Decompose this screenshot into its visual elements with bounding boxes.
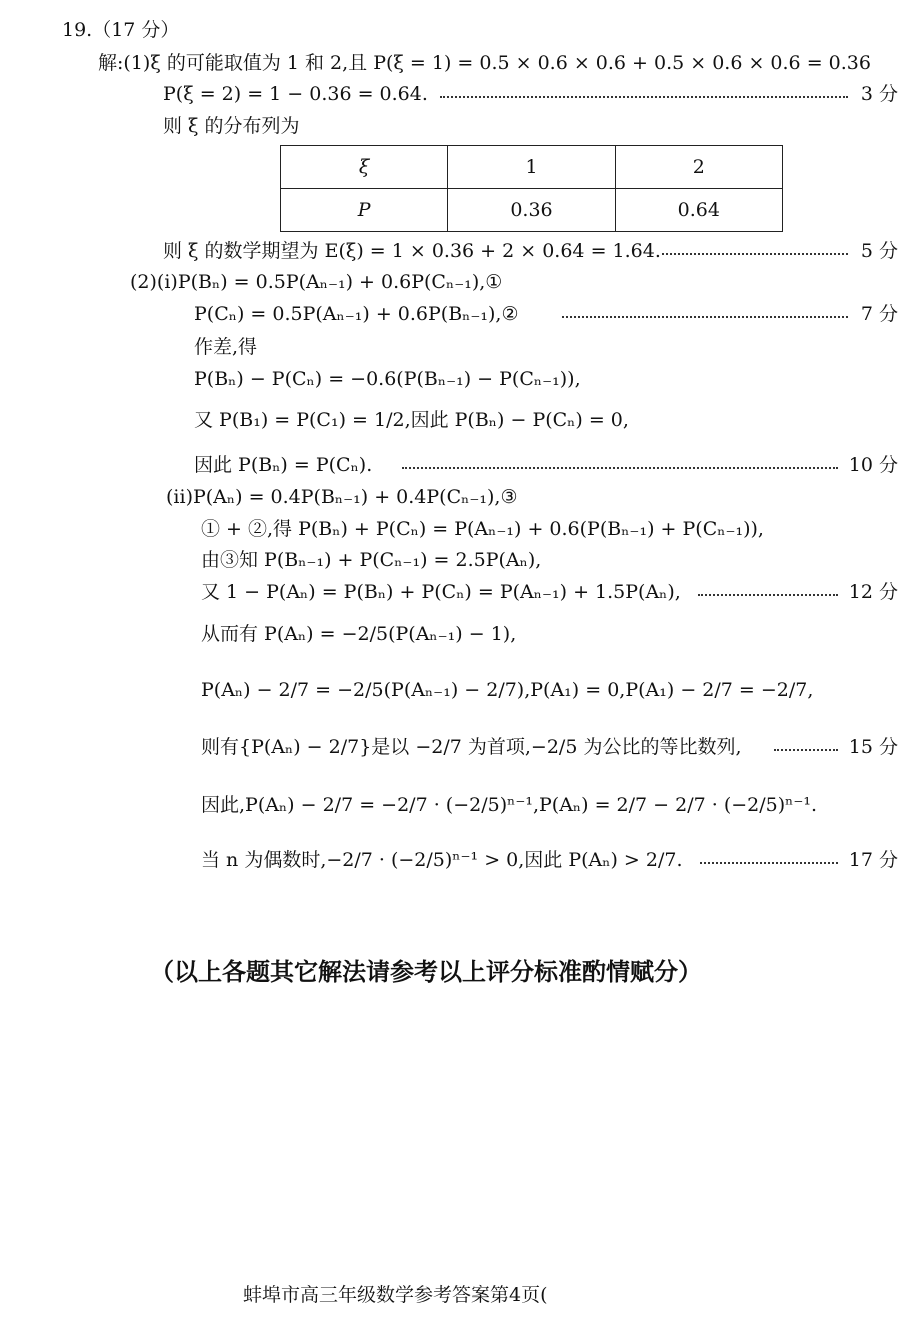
grading-footnote: （以上各题其它解法请参考以上评分标准酌情赋分）	[150, 958, 702, 986]
solution-line-9: 又 P(B₁) = P(C₁) = 1/2,因此 P(Bₙ) − P(Cₙ) = 0,	[194, 409, 629, 431]
leader-dots	[774, 747, 838, 751]
solution-line-12: ① + ②,得 P(Bₙ) + P(Cₙ) = P(Aₙ₋₁) + 0.6(P(Bₙ₋₁) + P(Cₙ₋₁)),	[201, 518, 764, 540]
solution-line-18: 因此,P(Aₙ) − 2/7 = −2/7 · (−2/5)ⁿ⁻¹,P(Aₙ) = 2/7 − 2/7 · (−2/5)ⁿ⁻¹.	[201, 794, 818, 816]
leader-dots	[562, 314, 848, 318]
problem-number	[62, 16, 179, 44]
table-cell: 0.36	[448, 189, 615, 232]
solution-line-7: 作差,得	[194, 336, 258, 358]
table-cell: 2	[615, 146, 782, 189]
table-cell: 0.64	[615, 189, 782, 232]
table-cell: 1	[448, 146, 615, 189]
solution-line-4: 则 ξ 的数学期望为 E(ξ) = 1 × 0.36 + 2 × 0.64 = 1.64.	[163, 240, 661, 262]
score-mark: 10 分	[848, 454, 898, 476]
score-mark: 12 分	[848, 581, 898, 603]
table-cell: ξ	[281, 146, 448, 189]
score-mark: 15 分	[848, 736, 898, 758]
distribution-table	[280, 145, 783, 232]
solution-line-1: 解:(1)ξ 的可能取值为 1 和 2,且 P(ξ = 1) = 0.5 × 0.6 × 0.6 + 0.5 × 0.6 × 0.6 = 0.36	[98, 52, 871, 74]
solution-line-2: P(ξ = 2) = 1 − 0.36 = 0.64.	[163, 83, 428, 105]
solution-line-16: P(Aₙ) − 2/7 = −2/5(P(Aₙ₋₁) − 2/7),P(A₁) = 0,P(A₁) − 2/7 = −2/7,	[201, 679, 814, 701]
problem-index: 19.	[62, 19, 93, 41]
solution-line-8: P(Bₙ) − P(Cₙ) = −0.6(P(Bₙ₋₁) − P(Cₙ₋₁)),	[194, 368, 581, 390]
table-row	[281, 189, 783, 232]
leader-dots	[402, 465, 838, 469]
solution-line-6: P(Cₙ) = 0.5P(Aₙ₋₁) + 0.6P(Bₙ₋₁),②	[194, 303, 519, 325]
leader-dots	[700, 860, 838, 864]
solution-line-17: 则有{P(Aₙ) − 2/7}是以 −2/7 为首项,−2/5 为公比的等比数列,	[201, 736, 742, 758]
score-mark: 5 分	[860, 240, 898, 262]
page-footer: 蚌埠市高三年级数学参考答案第4页(	[243, 1284, 548, 1306]
score-mark: 7 分	[860, 303, 898, 325]
solution-line-15: 从而有 P(Aₙ) = −2/5(P(Aₙ₋₁) − 1),	[201, 623, 517, 645]
solution-line-11: (ii)P(Aₙ) = 0.4P(Bₙ₋₁) + 0.4P(Cₙ₋₁),③	[166, 486, 518, 508]
solution-line-14: 又 1 − P(Aₙ) = P(Bₙ) + P(Cₙ) = P(Aₙ₋₁) + 1.5P(Aₙ),	[201, 581, 681, 603]
solution-line-5: (2)(i)P(Bₙ) = 0.5P(Aₙ₋₁) + 0.6P(Cₙ₋₁),①	[130, 271, 503, 293]
table-row	[281, 146, 783, 189]
leader-dots	[698, 592, 838, 596]
solution-line-3: 则 ξ 的分布列为	[163, 115, 300, 137]
score-mark: 3 分	[860, 83, 898, 105]
solution-line-13: 由③知 P(Bₙ₋₁) + P(Cₙ₋₁) = 2.5P(Aₙ),	[201, 549, 542, 571]
leader-dots	[440, 94, 848, 98]
table-cell: P	[281, 189, 448, 232]
problem-points: （17 分）	[92, 19, 180, 41]
solution-line-19: 当 n 为偶数时,−2/7 · (−2/5)ⁿ⁻¹ > 0,因此 P(Aₙ) > 2/7.	[201, 849, 683, 871]
solution-line-10: 因此 P(Bₙ) = P(Cₙ).	[194, 454, 373, 476]
score-mark: 17 分	[848, 849, 898, 871]
leader-dots	[662, 251, 848, 255]
